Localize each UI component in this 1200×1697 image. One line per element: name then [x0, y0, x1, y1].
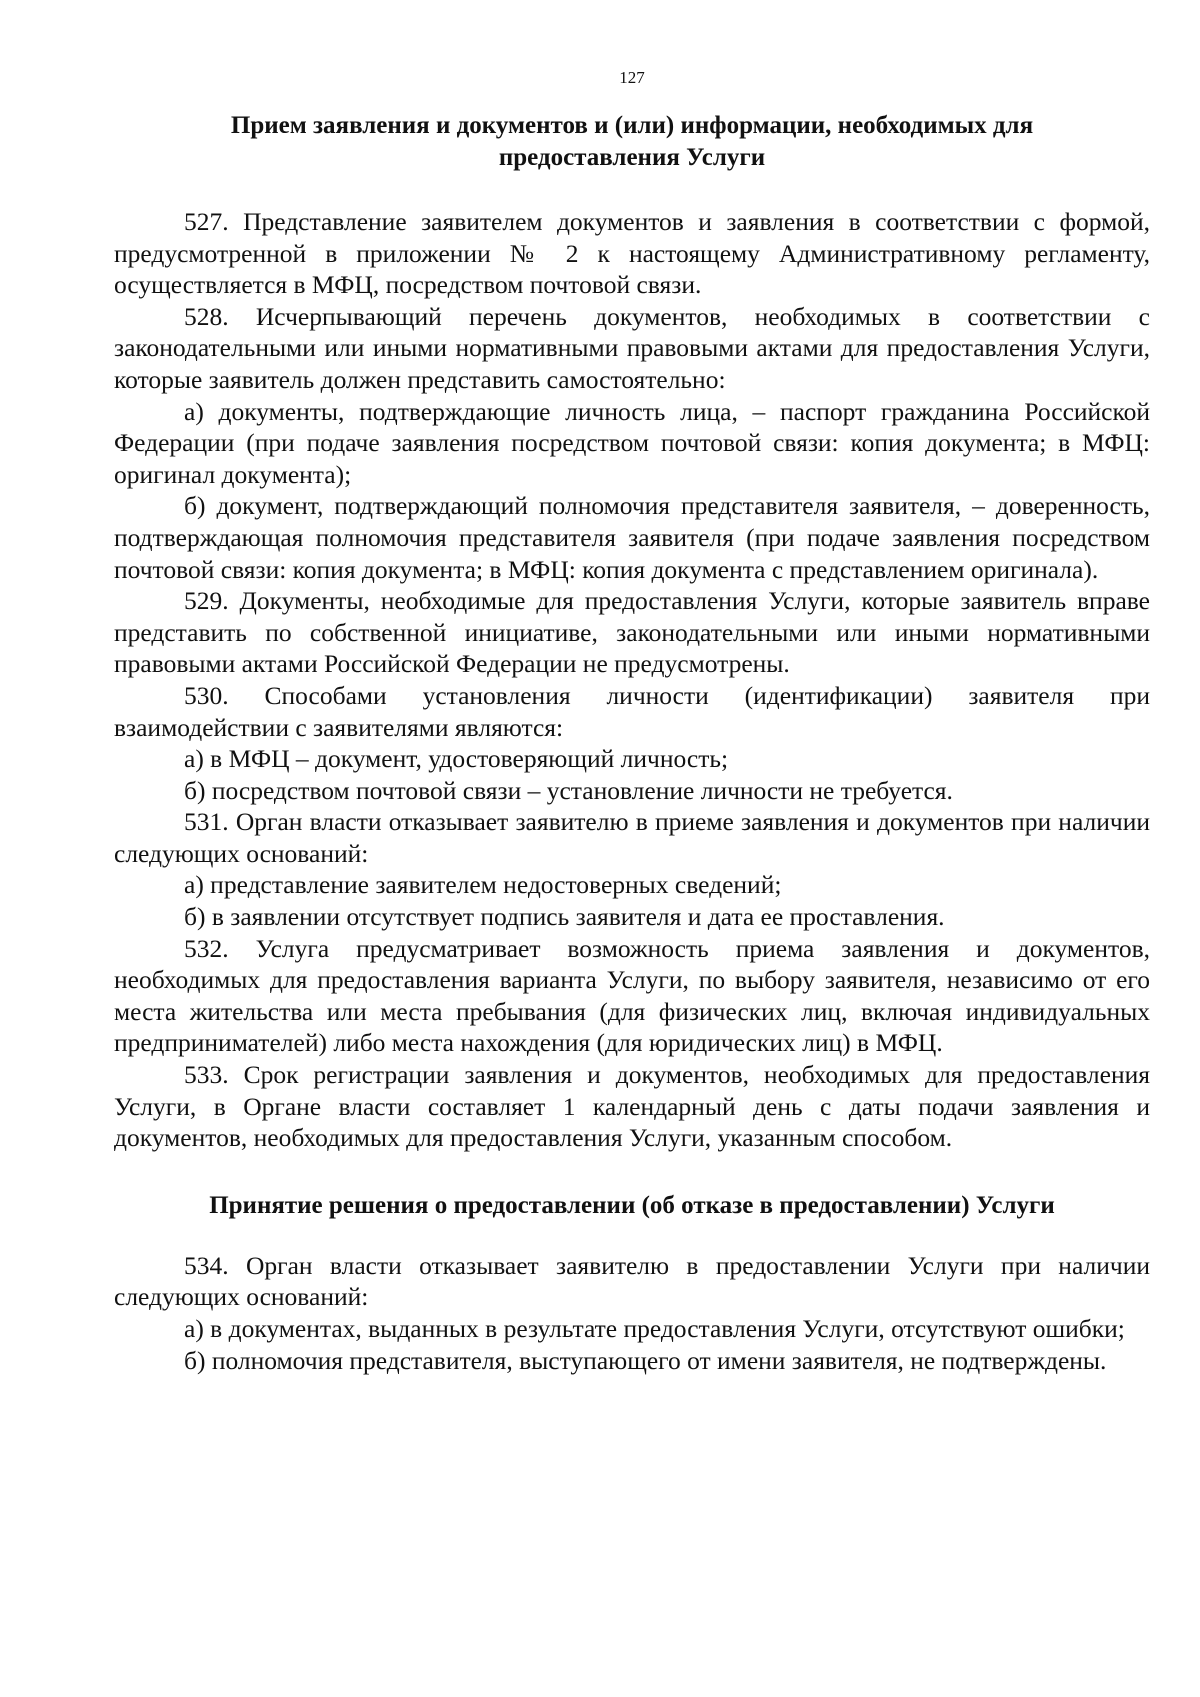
paragraph-534-a: а) в документах, выданных в результате предоставления Услуги, отсутствуют ошибки;: [184, 1314, 1125, 1343]
paragraph-534: 534. Орган власти отказывает заявителю в предоставлении Услуги при наличии следующих оснований:: [114, 1250, 1150, 1312]
paragraph-531-a: а) представление заявителем недостоверных сведений;: [184, 870, 782, 900]
paragraph-533: 533. Срок регистрации заявления и документов, необходимых для предоставления Услуги, в Органе власти составляет 1 календарный день с даты подачи заявления и документов, необходимых для предоставления Услуги, указанным способом.: [114, 1060, 1150, 1153]
section-body-decision: [114, 1250, 1150, 1376]
section-heading-decision: Принятие решения о предоставлении (об отказе в предоставлении) Услуги: [209, 1191, 1055, 1219]
paragraph-530-a: а) в МФЦ – документ, удостоверяющий личность;: [184, 744, 729, 774]
paragraph-528-b: б) документ, подтверждающий полномочия представителя заявителя, – доверенность, подтверждающая полномочия представителя заявителя (при подаче заявления посредством почтовой связи: копия документа; в МФЦ: копия документа с представлением оригинала).: [114, 491, 1150, 584]
paragraph-530-b: б) посредством почтовой связи – установление личности не требуется.: [184, 775, 953, 805]
section-body-reception: [114, 206, 1150, 1154]
section-heading-reception: [114, 110, 1150, 174]
paragraph-530: 530. Способами установления личности (идентификации) заявителя при взаимодействии с заявителями являются:: [114, 680, 1150, 742]
page-number: 127: [619, 68, 645, 87]
paragraph-531: 531. Орган власти отказывает заявителю в приеме заявления и документов при наличии следующих оснований:: [114, 807, 1150, 868]
paragraph-528: 528. Исчерпывающий перечень документов, необходимых в соответствии с законодательными или иными нормативными правовыми актами для предоставления Услуги, которые заявитель должен представить самостоятельно:: [114, 301, 1150, 394]
section-heading-line-2: предоставления Услуги: [498, 144, 766, 171]
paragraph-534-b: б) полномочия представителя, выступающего от имени заявителя, не подтверждены.: [184, 1345, 1107, 1375]
paragraph-532: 532. Услуга предусматривает возможность приема заявления и документов, необходимых для предоставления варианта Услуги, по выбору заявителя, независимо от его места жительства или места пребывания (для физических лиц, включая индивидуальных предпринимателей) либо места нахождения (для юридических лиц) в МФЦ.: [114, 933, 1150, 1058]
paragraph-529: 529. Документы, необходимые для предоставления Услуги, которые заявитель вправе представить по собственной инициативе, законодательными или иными нормативными правовыми актами Российской Федерации не предусмотрены.: [114, 586, 1150, 679]
document-page: [114, 68, 1150, 1376]
paragraph-528-a: а) документы, подтверждающие личность лица, – паспорт гражданина Российской Федерации (при подаче заявления посредством почтовой связи: копия документа; в МФЦ: оригинал документа);: [114, 396, 1150, 489]
paragraph-531-b: б) в заявлении отсутствует подпись заявителя и дата ее проставления.: [184, 902, 945, 932]
section-heading-line-1: Прием заявления и документов и (или) информации, необходимых для: [230, 112, 1034, 139]
paragraph-527: 527. Представление заявителем документов и заявления в соответствии с формой, предусмотренной в приложении № 2 к настоящему Административному регламенту, осуществляется в МФЦ, посредством почтовой связи.: [114, 207, 1150, 300]
